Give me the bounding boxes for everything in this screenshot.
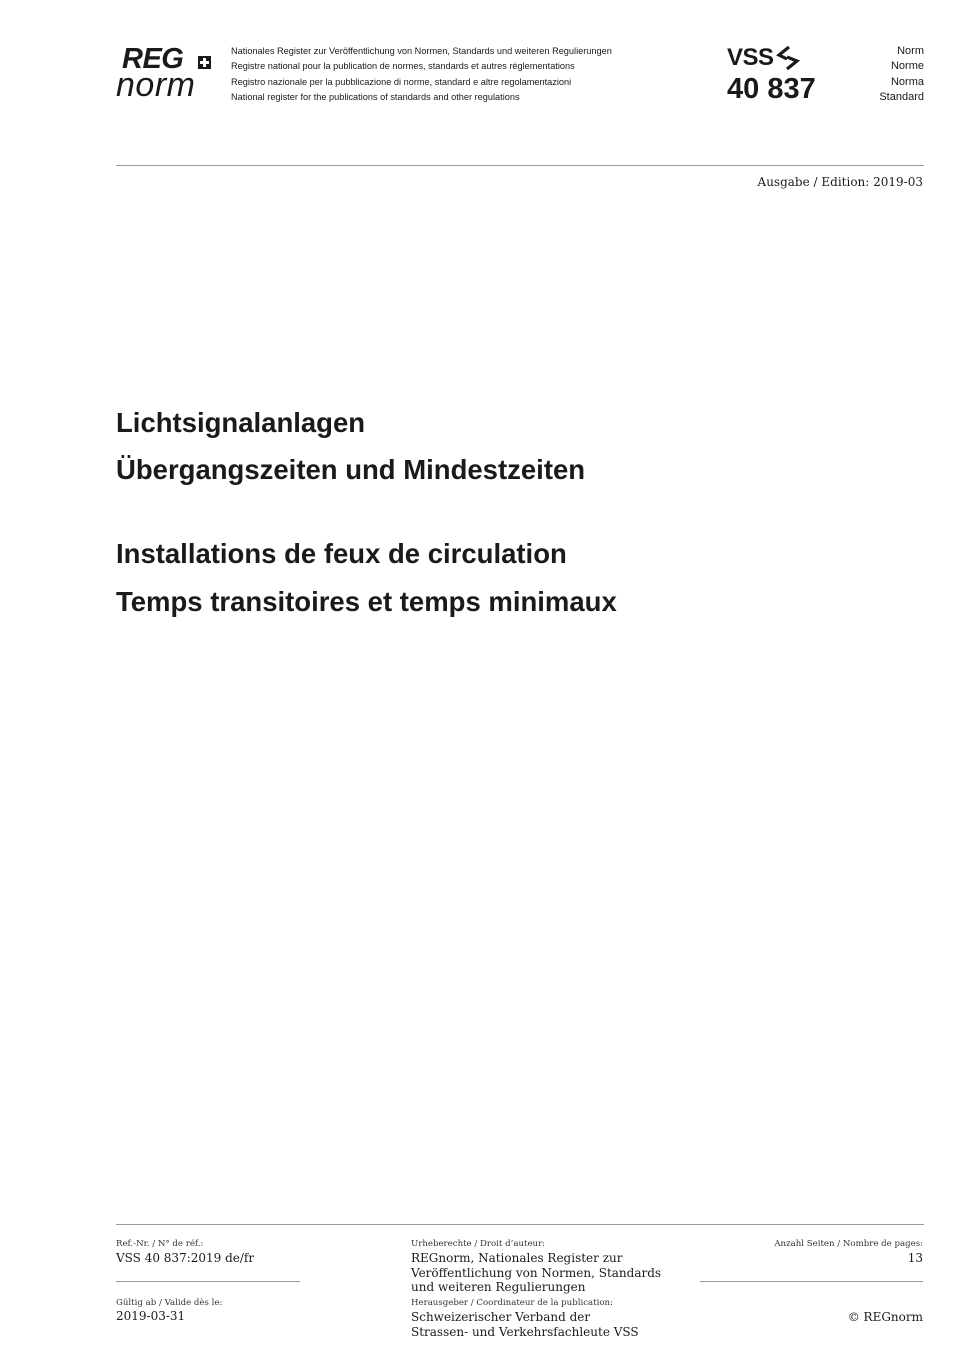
publisher-line: Schweizerischer Verband der bbox=[411, 1310, 591, 1324]
register-line-en: National register for the publications of standards and other regulations bbox=[231, 91, 520, 102]
footer-divider bbox=[116, 1224, 924, 1225]
regnorm-logo bbox=[116, 44, 216, 104]
copyright-line: REGnorm, Nationales Register zur bbox=[411, 1251, 623, 1265]
header-divider bbox=[116, 165, 924, 166]
copyright-line: und weiteren Regulierungen bbox=[411, 1280, 586, 1295]
register-line-de: Nationales Register zur Veröffentlichung von Normen, Standards und weiteren Regulierungen bbox=[231, 46, 612, 56]
standard-number: 40 837 bbox=[727, 73, 816, 105]
title-de-line2: Übergangszeiten und Mindestzeiten bbox=[116, 454, 586, 485]
pages-label: Anzahl Seiten / Nombre de pages: bbox=[774, 1239, 923, 1249]
valid-label: Gültig ab / Valide dès le: bbox=[116, 1298, 223, 1308]
edition-date: Ausgabe / Edition: 2019-03 bbox=[757, 175, 923, 189]
copyright-label: Urheberechte / Droit d’auteur: bbox=[411, 1239, 546, 1249]
title-de-line1: Lichtsignalanlagen bbox=[116, 407, 366, 438]
ref-rule bbox=[116, 1281, 300, 1282]
register-description bbox=[231, 44, 671, 105]
logo-norm-text: norm bbox=[116, 66, 196, 104]
standard-type-list bbox=[879, 44, 924, 105]
copyright-line: Veröffentlichung von Normen, Standards bbox=[411, 1265, 662, 1280]
publisher-label: Herausgeber / Coordinateur de la publication: bbox=[411, 1298, 613, 1308]
pages-rule bbox=[700, 1281, 923, 1282]
register-line-fr: Registre national pour la publication de normes, standards et autres réglementations bbox=[231, 61, 575, 72]
publisher-line: Strassen- und Verkehrsfachleute VSS bbox=[411, 1324, 639, 1339]
vss-logo bbox=[727, 44, 807, 72]
standard-type-de: Norm bbox=[897, 45, 924, 57]
standard-type-fr: Norme bbox=[890, 60, 924, 73]
copyright-mark: © REGnorm bbox=[847, 1310, 923, 1324]
swiss-cross-icon bbox=[198, 56, 211, 69]
ref-label: Ref.-Nr. / N° de réf.: bbox=[116, 1239, 204, 1249]
standard-type-en: Standard bbox=[879, 90, 924, 103]
logo-reg-text: REG bbox=[122, 43, 184, 75]
ref-value: VSS 40 837:2019 de/fr bbox=[116, 1251, 255, 1265]
standard-type-it: Norma bbox=[890, 75, 924, 88]
pages-value: 13 bbox=[907, 1251, 923, 1265]
vss-chevron-icon bbox=[775, 45, 801, 71]
register-line-it: Registro nazionale per la pubblicazione di norme, standard e altre regolamentazioni bbox=[231, 76, 572, 87]
title-fr-line2: Temps transitoires et temps minimaux bbox=[116, 586, 617, 617]
vss-logo-text: VSS bbox=[727, 44, 774, 71]
title-fr-line1: Installations de feux de circulation bbox=[116, 538, 567, 569]
valid-value: 2019-03-31 bbox=[116, 1309, 186, 1323]
